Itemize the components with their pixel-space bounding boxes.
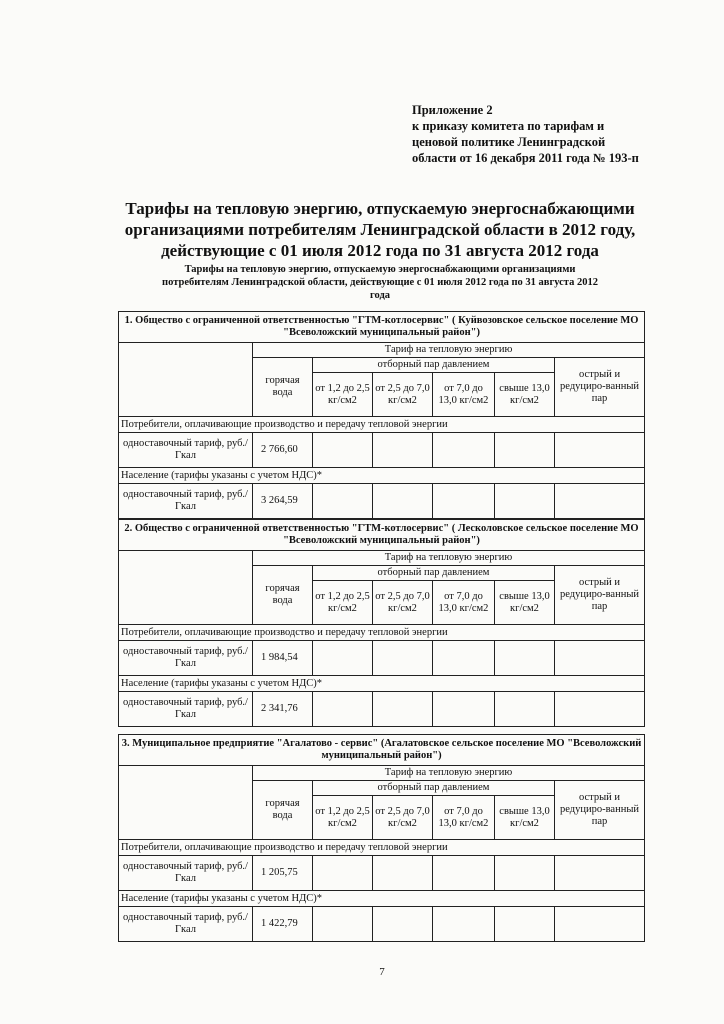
header-hot-water: горячая вода (253, 781, 313, 840)
document-title (100, 198, 660, 261)
header-steam: отборный пар давлением (313, 566, 555, 581)
category-consumers: Потребители, оплачивающие производство и передачу тепловой энергии (119, 417, 645, 433)
empty-cell (495, 433, 555, 468)
category-population: Население (тарифы указаны с учетом НДС)* (119, 891, 645, 907)
value-hot-water: 2 341,76 (253, 692, 313, 727)
empty-cell (313, 433, 373, 468)
row-label-single-rate: одноставочный тариф, руб./Гкал (119, 856, 253, 891)
empty-cell (313, 692, 373, 727)
empty-cell (313, 641, 373, 676)
header-pressure-2: от 2,5 до 7,0 кг/см2 (373, 373, 433, 417)
appendix-header (412, 102, 712, 166)
header-steam: отборный пар давлением (313, 781, 555, 796)
empty-cell (495, 641, 555, 676)
empty-cell (555, 433, 645, 468)
subtitle-line-2: потребителям Ленинградской области, действующие с 01 июля 2012 года по 31 августа 2012 (162, 277, 598, 288)
header-pressure-3: от 7,0 до 13,0 кг/см2 (433, 373, 495, 417)
empty-cell (433, 692, 495, 727)
header-pressure-1: от 1,2 до 2,5 кг/см2 (313, 581, 373, 625)
tariff-section-1 (118, 311, 644, 519)
header-pressure-4: свыше 13,0 кг/см2 (495, 373, 555, 417)
tariff-table (118, 311, 645, 519)
header-pressure-1: от 1,2 до 2,5 кг/см2 (313, 373, 373, 417)
empty-cell (495, 692, 555, 727)
appendix-line-4: области от 16 декабря 2011 года № 193-п (412, 151, 639, 165)
organization-name: 1. Общество с ограниченной ответственностью "ГТМ-котлосервис" ( Куйвозовское сельское поселение МО "Всеволожский муниципальный район") (119, 312, 645, 343)
category-consumers: Потребители, оплачивающие производство и передачу тепловой энергии (119, 625, 645, 641)
organization-name: 3. Муниципальное предприятие "Агалатово - сервис" (Агалатовское сельское поселение МО "Всеволожский муниципальный район") (119, 735, 645, 766)
value-hot-water: 3 264,59 (253, 484, 313, 519)
empty-cell (313, 907, 373, 942)
header-steam: отборный пар давлением (313, 358, 555, 373)
title-line-1: Тарифы на тепловую энергию, отпускаемую энергоснабжающими (125, 199, 635, 218)
empty-cell (373, 856, 433, 891)
header-pressure-4: свыше 13,0 кг/см2 (495, 581, 555, 625)
header-tariff: Тариф на тепловую энергию (253, 343, 645, 358)
header-tariff: Тариф на тепловую энергию (253, 551, 645, 566)
header-tariff: Тариф на тепловую энергию (253, 766, 645, 781)
empty-cell (495, 907, 555, 942)
row-label-single-rate: одноставочный тариф, руб./Гкал (119, 641, 253, 676)
row-label-single-rate: одноставочный тариф, руб./Гкал (119, 484, 253, 519)
title-line-2: организациями потребителям Ленинградской области в 2012 году, (124, 220, 636, 239)
tariff-section-3 (118, 734, 644, 942)
empty-cell (313, 856, 373, 891)
category-population: Население (тарифы указаны с учетом НДС)* (119, 676, 645, 692)
empty-cell (433, 641, 495, 676)
empty-cell (373, 692, 433, 727)
header-blank (119, 551, 253, 625)
value-hot-water: 1 984,54 (253, 641, 313, 676)
tariff-table (118, 519, 645, 727)
category-population: Население (тарифы указаны с учетом НДС)* (119, 468, 645, 484)
row-label-single-rate: одноставочный тариф, руб./Гкал (119, 433, 253, 468)
empty-cell (555, 856, 645, 891)
header-pressure-1: от 1,2 до 2,5 кг/см2 (313, 796, 373, 840)
empty-cell (433, 907, 495, 942)
appendix-line-3: ценовой политике Ленинградской (412, 135, 606, 149)
header-pressure-3: от 7,0 до 13,0 кг/см2 (433, 796, 495, 840)
header-hot-water: горячая вода (253, 358, 313, 417)
empty-cell (373, 484, 433, 519)
empty-cell (555, 641, 645, 676)
header-pressure-2: от 2,5 до 7,0 кг/см2 (373, 581, 433, 625)
organization-name: 2. Общество с ограниченной ответственностью "ГТМ-котлосервис" ( Лесколовское сельское поселение МО "Всеволожский муниципальный район") (119, 520, 645, 551)
header-pressure-4: свыше 13,0 кг/см2 (495, 796, 555, 840)
header-pressure-3: от 7,0 до 13,0 кг/см2 (433, 581, 495, 625)
subtitle-line-3: года (369, 290, 390, 301)
tariff-section-2 (118, 519, 644, 727)
appendix-line-1: Приложение 2 (412, 103, 493, 117)
value-hot-water: 1 422,79 (253, 907, 313, 942)
empty-cell (433, 433, 495, 468)
empty-cell (555, 484, 645, 519)
value-hot-water: 1 205,75 (253, 856, 313, 891)
header-hot-water: горячая вода (253, 566, 313, 625)
row-label-single-rate: одноставочный тариф, руб./Гкал (119, 692, 253, 727)
empty-cell (555, 907, 645, 942)
empty-cell (495, 856, 555, 891)
empty-cell (313, 484, 373, 519)
page-number: 7 (379, 966, 385, 978)
header-sharp-steam: острый и редуциро-ванный пар (555, 358, 645, 417)
tariff-table (118, 734, 645, 942)
empty-cell (495, 484, 555, 519)
row-label-single-rate: одноставочный тариф, руб./Гкал (119, 907, 253, 942)
title-line-3: действующие с 01 июля 2012 года по 31 августа 2012 года (161, 241, 599, 260)
appendix-line-2: к приказу комитета по тарифам и (412, 119, 605, 133)
empty-cell (433, 484, 495, 519)
header-sharp-steam: острый и редуциро-ванный пар (555, 781, 645, 840)
header-blank (119, 343, 253, 417)
empty-cell (373, 907, 433, 942)
value-hot-water: 2 766,60 (253, 433, 313, 468)
empty-cell (373, 641, 433, 676)
header-blank (119, 766, 253, 840)
subtitle-line-1: Тарифы на тепловую энергию, отпускаемую энергоснабжающими организациями (184, 264, 576, 275)
empty-cell (373, 433, 433, 468)
header-pressure-2: от 2,5 до 7,0 кг/см2 (373, 796, 433, 840)
document-subtitle (115, 263, 645, 302)
empty-cell (555, 692, 645, 727)
category-consumers: Потребители, оплачивающие производство и передачу тепловой энергии (119, 840, 645, 856)
empty-cell (433, 856, 495, 891)
header-sharp-steam: острый и редуциро-ванный пар (555, 566, 645, 625)
